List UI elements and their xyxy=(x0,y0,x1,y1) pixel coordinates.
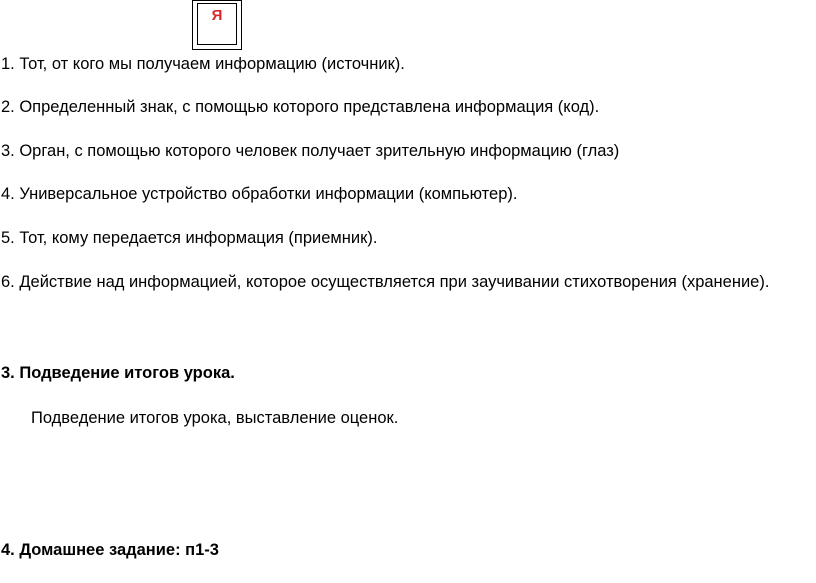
list-item: 4. Универсальное устройство обработки информации (компьютер). xyxy=(1,185,518,203)
crossword-letter-cell xyxy=(192,0,242,50)
section-body-summary: Подведение итогов урока, выставление оценок. xyxy=(31,409,399,427)
list-item: 6. Действие над информацией, которое осуществляется при заучивании стихотворения (хранение). xyxy=(1,273,770,291)
list-item: 1. Тот, от кого мы получаем информацию (источник). xyxy=(1,55,405,73)
list-item: 5. Тот, кому передается информация (приемник). xyxy=(1,229,378,247)
list-item: 3. Орган, с помощью которого человек получает зрительную информацию (глаз) xyxy=(1,142,620,160)
crossword-letter: Я xyxy=(197,3,237,45)
section-heading-summary: 3. Подведение итогов урока. xyxy=(1,364,235,382)
section-heading-homework: 4. Домашнее задание: п1-3 xyxy=(1,541,219,559)
list-item: 2. Определенный знак, с помощью которого представлена информация (код). xyxy=(1,98,600,116)
